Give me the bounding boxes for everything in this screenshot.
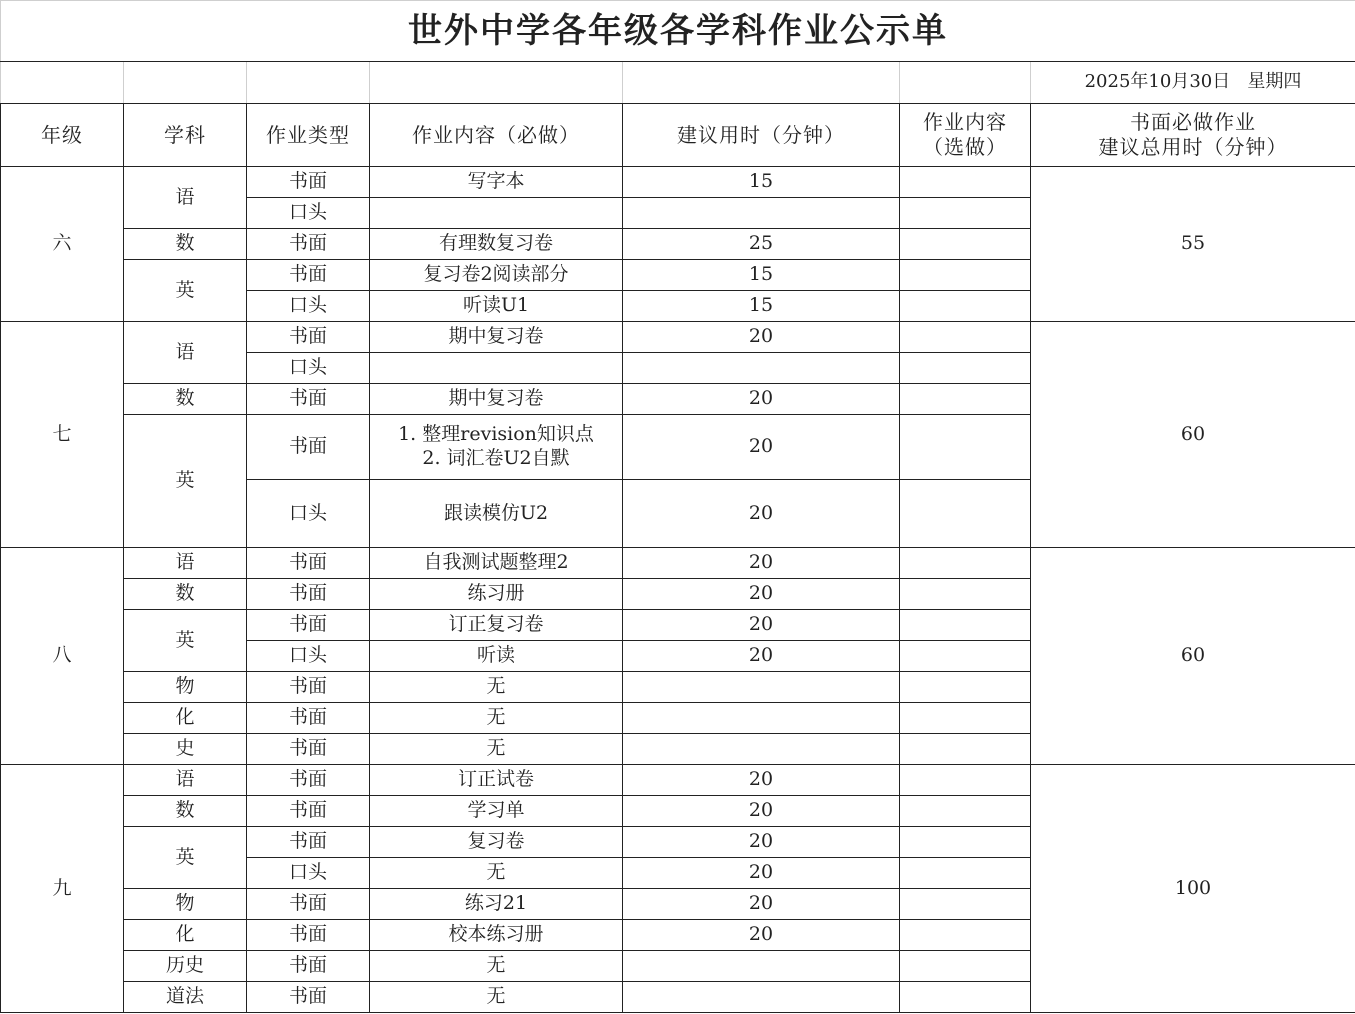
- subject-cell: 语: [124, 548, 247, 579]
- type-cell: 口头: [247, 480, 370, 548]
- optional-cell: [900, 765, 1031, 796]
- content-cell: 无: [370, 858, 623, 889]
- optional-cell: [900, 858, 1031, 889]
- content-cell: 练习21: [370, 889, 623, 920]
- optional-cell: [900, 641, 1031, 672]
- content-cell: 自我测试题整理2: [370, 548, 623, 579]
- type-cell: 书面: [247, 322, 370, 353]
- time-cell: [623, 734, 900, 765]
- type-cell: 口头: [247, 858, 370, 889]
- empty-cell: [124, 62, 247, 104]
- optional-cell: [900, 384, 1031, 415]
- optional-cell: [900, 480, 1031, 548]
- table-row: [1, 322, 1355, 353]
- table-row: [1, 548, 1355, 579]
- optional-cell: [900, 260, 1031, 291]
- content-cell: 期中复习卷: [370, 322, 623, 353]
- optional-cell: [900, 827, 1031, 858]
- empty-cell: [623, 62, 900, 104]
- optional-cell: [900, 920, 1031, 951]
- header-total: [1031, 104, 1355, 167]
- optional-cell: [900, 229, 1031, 260]
- content-cell: 听读: [370, 641, 623, 672]
- subject-cell: 英: [124, 415, 247, 548]
- empty-cell: [900, 62, 1031, 104]
- optional-cell: [900, 889, 1031, 920]
- subject-cell: 数: [124, 796, 247, 827]
- header-content: 作业内容（必做）: [370, 104, 623, 167]
- type-cell: 书面: [247, 734, 370, 765]
- content-cell: 听读U1: [370, 291, 623, 322]
- type-cell: 书面: [247, 229, 370, 260]
- subject-cell: 史: [124, 734, 247, 765]
- type-cell: 书面: [247, 672, 370, 703]
- content-cell: 练习册: [370, 579, 623, 610]
- content-cell: 订正复习卷: [370, 610, 623, 641]
- header-total-line2: 建议总用时（分钟）: [1098, 135, 1288, 159]
- optional-cell: [900, 353, 1031, 384]
- content-cell: 学习单: [370, 796, 623, 827]
- subject-cell: 英: [124, 827, 247, 889]
- content-cell: [370, 198, 623, 229]
- content-cell: 校本练习册: [370, 920, 623, 951]
- optional-cell: [900, 198, 1031, 229]
- empty-cell: [370, 62, 623, 104]
- header-type: 作业类型: [247, 104, 370, 167]
- grade-cell: 七: [1, 322, 124, 548]
- subject-cell: 物: [124, 889, 247, 920]
- subject-cell: 语: [124, 322, 247, 384]
- type-cell: 书面: [247, 765, 370, 796]
- time-cell: 20: [623, 480, 900, 548]
- content-cell: 订正试卷: [370, 765, 623, 796]
- weekday-text: 星期四: [1247, 71, 1302, 93]
- subject-cell: 数: [124, 384, 247, 415]
- subject-cell: 数: [124, 229, 247, 260]
- content-cell: 无: [370, 672, 623, 703]
- type-cell: 口头: [247, 198, 370, 229]
- content-cell: 有理数复习卷: [370, 229, 623, 260]
- subject-cell: 英: [124, 260, 247, 322]
- optional-cell: [900, 579, 1031, 610]
- empty-cell: [1, 62, 124, 104]
- time-cell: 20: [623, 415, 900, 480]
- grade-cell: 八: [1, 548, 124, 765]
- content-cell: 写字本: [370, 167, 623, 198]
- time-cell: 20: [623, 610, 900, 641]
- total-cell: 55: [1031, 167, 1355, 322]
- time-cell: 15: [623, 291, 900, 322]
- optional-cell: [900, 703, 1031, 734]
- time-cell: 20: [623, 322, 900, 353]
- time-cell: [623, 353, 900, 384]
- content-cell: 无: [370, 703, 623, 734]
- subject-cell: 数: [124, 579, 247, 610]
- type-cell: 书面: [247, 610, 370, 641]
- type-cell: 口头: [247, 291, 370, 322]
- time-cell: 20: [623, 641, 900, 672]
- optional-cell: [900, 322, 1031, 353]
- time-cell: [623, 198, 900, 229]
- content-cell: 跟读模仿U2: [370, 480, 623, 548]
- time-cell: [623, 672, 900, 703]
- content-cell: 复习卷: [370, 827, 623, 858]
- grade-cell: 九: [1, 765, 124, 1013]
- subject-cell: 道法: [124, 982, 247, 1013]
- page-title: 世外中学各年级各学科作业公示单: [1, 1, 1355, 62]
- content-cell: 复习卷2阅读部分: [370, 260, 623, 291]
- type-cell: 书面: [247, 579, 370, 610]
- type-cell: 书面: [247, 920, 370, 951]
- time-cell: 20: [623, 548, 900, 579]
- type-cell: 书面: [247, 384, 370, 415]
- time-cell: 15: [623, 167, 900, 198]
- subject-cell: 语: [124, 765, 247, 796]
- time-cell: [623, 982, 900, 1013]
- time-cell: 20: [623, 796, 900, 827]
- content-cell: 无: [370, 982, 623, 1013]
- optional-cell: [900, 291, 1031, 322]
- optional-cell: [900, 982, 1031, 1013]
- type-cell: 口头: [247, 353, 370, 384]
- content-cell: 无: [370, 734, 623, 765]
- header-optional-line2: （选做）: [923, 135, 1007, 159]
- type-cell: 书面: [247, 703, 370, 734]
- type-cell: 书面: [247, 260, 370, 291]
- date-text: 2025年10月30日: [1084, 71, 1231, 93]
- time-cell: 15: [623, 260, 900, 291]
- type-cell: 书面: [247, 167, 370, 198]
- subject-cell: 英: [124, 610, 247, 672]
- header-grade: 年级: [1, 104, 124, 167]
- empty-cell: [247, 62, 370, 104]
- type-cell: 书面: [247, 982, 370, 1013]
- subject-cell: 化: [124, 920, 247, 951]
- type-cell: 书面: [247, 548, 370, 579]
- content-line: 2. 词汇卷U2自默: [422, 447, 570, 469]
- content-cell: [370, 353, 623, 384]
- header-optional: [900, 104, 1031, 167]
- optional-cell: [900, 796, 1031, 827]
- subject-cell: 历史: [124, 951, 247, 982]
- time-cell: 25: [623, 229, 900, 260]
- optional-cell: [900, 415, 1031, 480]
- content-cell: [370, 415, 623, 480]
- time-cell: 20: [623, 765, 900, 796]
- content-cell: 无: [370, 951, 623, 982]
- header-optional-line1: 作业内容: [923, 110, 1007, 134]
- time-cell: [623, 703, 900, 734]
- time-cell: [623, 951, 900, 982]
- time-cell: 20: [623, 384, 900, 415]
- header-time: 建议用时（分钟）: [623, 104, 900, 167]
- optional-cell: [900, 167, 1031, 198]
- optional-cell: [900, 734, 1031, 765]
- subject-cell: 化: [124, 703, 247, 734]
- total-cell: 60: [1031, 322, 1355, 548]
- time-cell: 20: [623, 827, 900, 858]
- subject-cell: 物: [124, 672, 247, 703]
- total-cell: 60: [1031, 548, 1355, 765]
- time-cell: 20: [623, 858, 900, 889]
- type-cell: 书面: [247, 951, 370, 982]
- type-cell: 书面: [247, 827, 370, 858]
- table-row: [1, 167, 1355, 198]
- content-line: 1. 整理revision知识点: [398, 423, 594, 446]
- content-cell: 期中复习卷: [370, 384, 623, 415]
- header-subject: 学科: [124, 104, 247, 167]
- type-cell: 书面: [247, 889, 370, 920]
- optional-cell: [900, 672, 1031, 703]
- optional-cell: [900, 610, 1031, 641]
- type-cell: 口头: [247, 641, 370, 672]
- type-cell: 书面: [247, 796, 370, 827]
- time-cell: 20: [623, 889, 900, 920]
- grade-cell: 六: [1, 167, 124, 322]
- date-cell: [1031, 62, 1355, 104]
- time-cell: 20: [623, 920, 900, 951]
- time-cell: 20: [623, 579, 900, 610]
- optional-cell: [900, 951, 1031, 982]
- header-total-line1: 书面必做作业: [1130, 110, 1257, 134]
- table-row: [1, 765, 1355, 796]
- type-cell: 书面: [247, 415, 370, 480]
- total-cell: 100: [1031, 765, 1355, 1013]
- subject-cell: 语: [124, 167, 247, 229]
- optional-cell: [900, 548, 1031, 579]
